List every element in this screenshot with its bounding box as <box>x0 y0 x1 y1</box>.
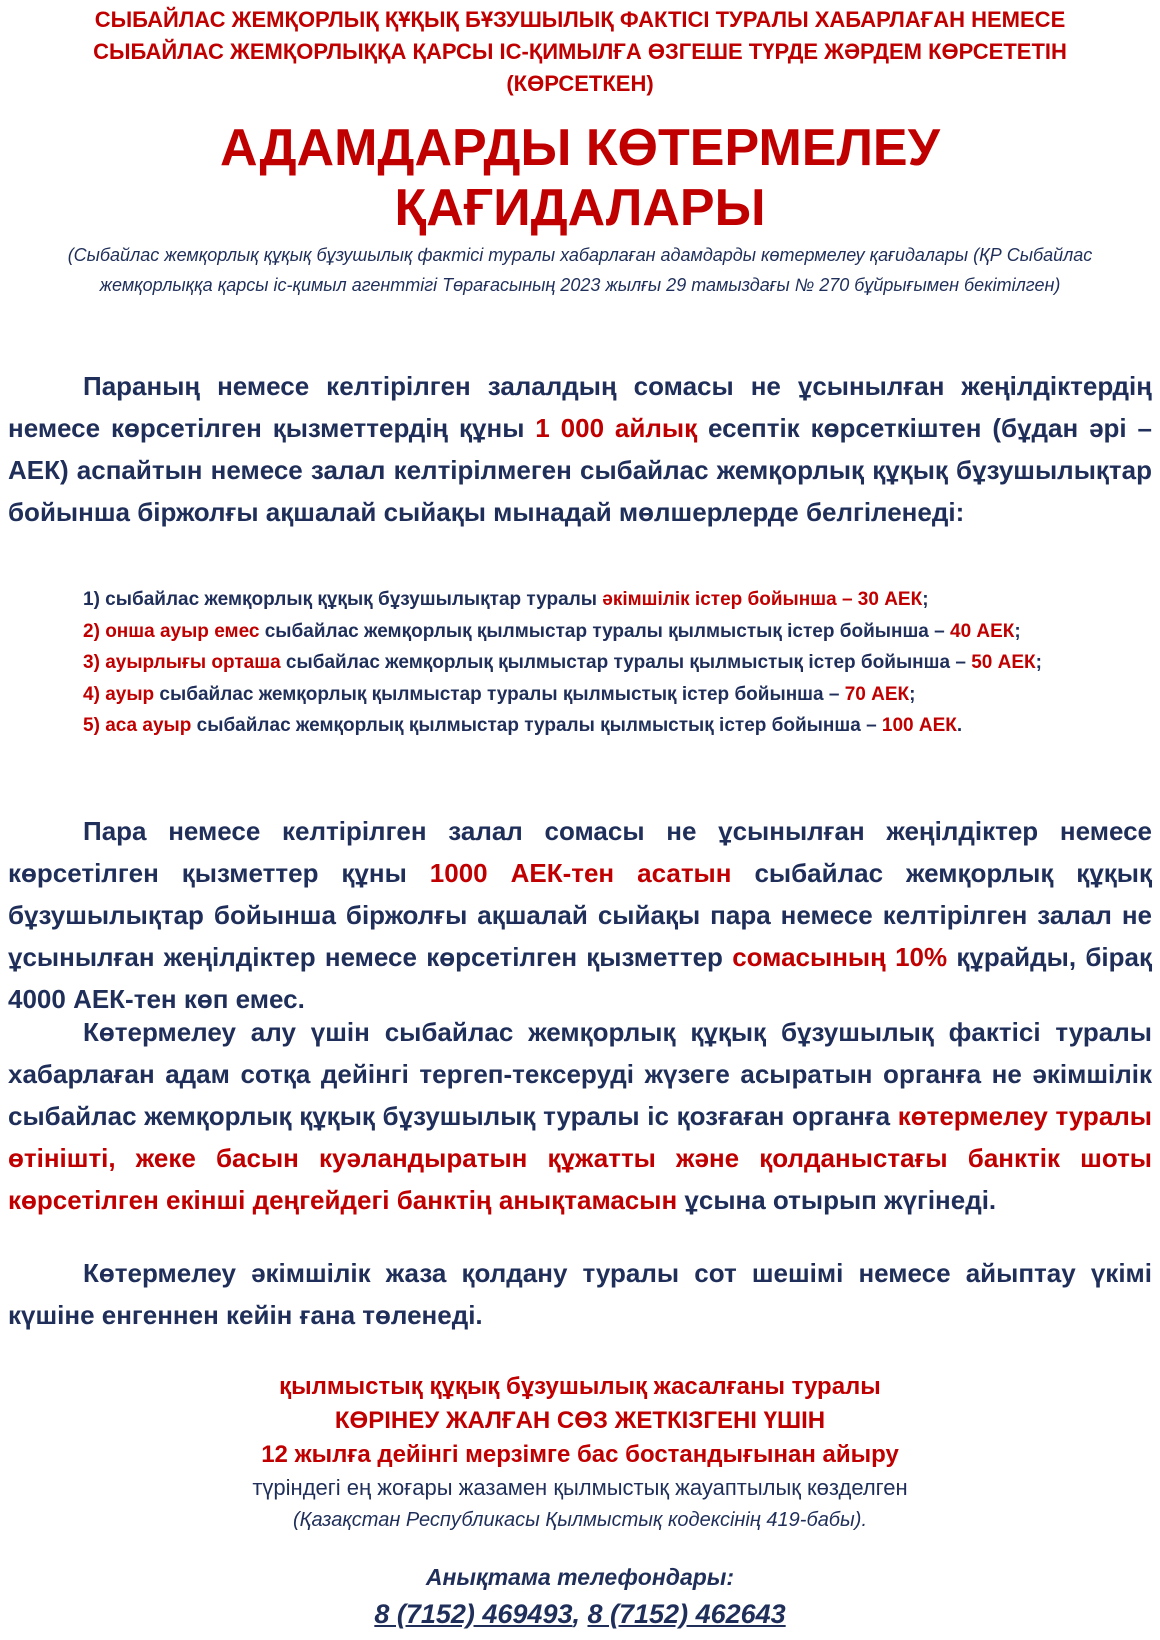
warning-line-3: 12 жылға дейінгі мерзімге бас бостандығынан айыру <box>261 1441 899 1468</box>
top-heading-line-3: (КӨРСЕТКЕН) <box>506 71 654 96</box>
procedure-paragraph: Көтермелеу алу үшін сыбайлас жемқорлық құқық бұзушылық фактісі туралы хабарлаған адам сотқа дейінгі тергеп-тексеруді жүзеге асыратын органға не әкімшілік сыбайлас жемқорлық құқық бұзушылық туралы іс қозғаған органға көтермелеу туралы өтінішті, жеке басын куәландыратын құжатты және қолданыстағы банктік шоты көрсетілген екінші деңгейдегі банктің анықтамасын ұсына отырып жүгінеді. <box>8 1017 1152 1215</box>
list-item: 2) онша ауыр емес сыбайлас жемқорлық қылмыстар туралы қылмыстық істер бойынша – 40 АЕК; <box>83 620 1021 642</box>
liability-warning <box>12 1370 1148 1536</box>
percent-highlight: сомасының 10% <box>732 942 948 972</box>
documents-highlight: көтермелеу туралы өтінішті, жеке басын куәландыратын құжатты және қолданыстағы банктік шоты көрсетілген екінші деңгейдегі банктің анықтамасын <box>8 1101 1152 1215</box>
approval-note: (Сыбайлас жемқорлық құқық бұзушылық фактісі туралы хабарлаған адамдарды көтермелеу қағидалары (ҚР Сыбайлас жемқорлыққа қарсы іс-қимыл агенттігі Төрағасының 2023 жылғы 29 тамыздағы № 270 бұйрығымен бекітілген) <box>67 245 1093 295</box>
warning-line-5: (Қазақстан Республикасы Қылмыстық кодексінің 419-бабы). <box>293 1509 867 1531</box>
warning-line-2: КӨРІНЕУ ЖАЛҒАН СӨЗ ЖЕТКІЗГЕНІ ҮШІН <box>334 1407 826 1434</box>
list-item: 3) ауырлығы орташа сыбайлас жемқорлық қылмыстар туралы қылмыстық істер бойынша – 50 АЕК; <box>83 652 1042 673</box>
main-title-line-1: АДАМДАРДЫ КӨТЕРМЕЛЕУ <box>220 119 940 177</box>
amount-highlight: 1000 АЕК-тен асатын <box>429 858 732 888</box>
intro-highlight: 1 000 айлық <box>535 413 698 443</box>
phone-number-1[interactable]: 8 (7152) 469493 <box>374 1599 573 1629</box>
amount-paragraph: Пара немесе келтірілген залал сомасы не ұсынылған жеңілдіктер немесе көрсетілген қызметтер құны 1000 АЕК-тен асатын сыбайлас жемқорлық құқық бұзушылықтар бойынша біржолғы ақшалай сыйақы пара немесе келтірілген залал не ұсынылған жеңілдіктер немесе көрсетілген қызметтер сомасының 10% құрайды, бірақ 4000 АЕК-тен көп емес. <box>8 816 1153 1014</box>
top-heading-line-1: СЫБАЙЛАС ЖЕМҚОРЛЫҚ ҚҰҚЫҚ БҰЗУШЫЛЫҚ ФАКТІСІ ТУРАЛЫ ХАБАРЛАҒАН НЕМЕСЕ <box>94 7 1066 32</box>
phone-number-2[interactable]: 8 (7152) 462643 <box>587 1599 786 1629</box>
main-title <box>12 118 1148 238</box>
contacts-label: Анықтама телефондары: <box>425 1564 735 1590</box>
contact-phones: Анықтама телефондары: 8 (7152) 469493, 8 (7152) 462643 <box>12 1560 1148 1634</box>
list-item: 5) аса ауыр сыбайлас жемқорлық қылмыстар туралы қылмыстық істер бойынша – 100 АЕК. <box>83 715 963 736</box>
warning-line-4: түріндегі ең жоғары жазамен қылмыстық жауаптылық көзделген <box>252 1475 908 1500</box>
top-heading <box>12 4 1148 100</box>
intro-paragraph: Параның немесе келтірілген залалдың сомасы не ұсынылған жеңілдіктердің немесе көрсетілген қызметтердің құны 1 000 айлық есептік көрсеткіштен (бұдан әрі – АЕК) аспайтын немесе залал келтірілмеген сыбайлас жемқорлық құқық бұзушылықтар бойынша біржолғы ақшалай сыйақы мынадай мөлшерлерде белгіленеді: <box>8 371 1153 527</box>
payment-paragraph: Көтермелеу әкімшілік жаза қолдану туралы сот шешімі немесе айыптау үкімі күшіне енгеннен кейін ғана төленеді. <box>8 1258 1152 1330</box>
top-heading-line-2: СЫБАЙЛАС ЖЕМҚОРЛЫҚҚА ҚАРСЫ ІС-ҚИМЫЛҒА ӨЗГЕШЕ ТҮРДЕ ЖӘРДЕМ КӨРСЕТЕТІН <box>93 39 1067 64</box>
reward-list <box>8 584 1152 742</box>
main-title-line-2: ҚАҒИДАЛАРЫ <box>394 179 766 237</box>
list-item: 4) ауыр сыбайлас жемқорлық қылмыстар туралы қылмыстық істер бойынша – 70 АЕК; <box>83 683 916 705</box>
list-item: 1) сыбайлас жемқорлық құқық бұзушылықтар туралы әкімшілік істер бойынша – 30 АЕК; <box>83 589 929 610</box>
warning-line-1: қылмыстық құқық бұзушылық жасалғаны туралы <box>279 1373 881 1400</box>
